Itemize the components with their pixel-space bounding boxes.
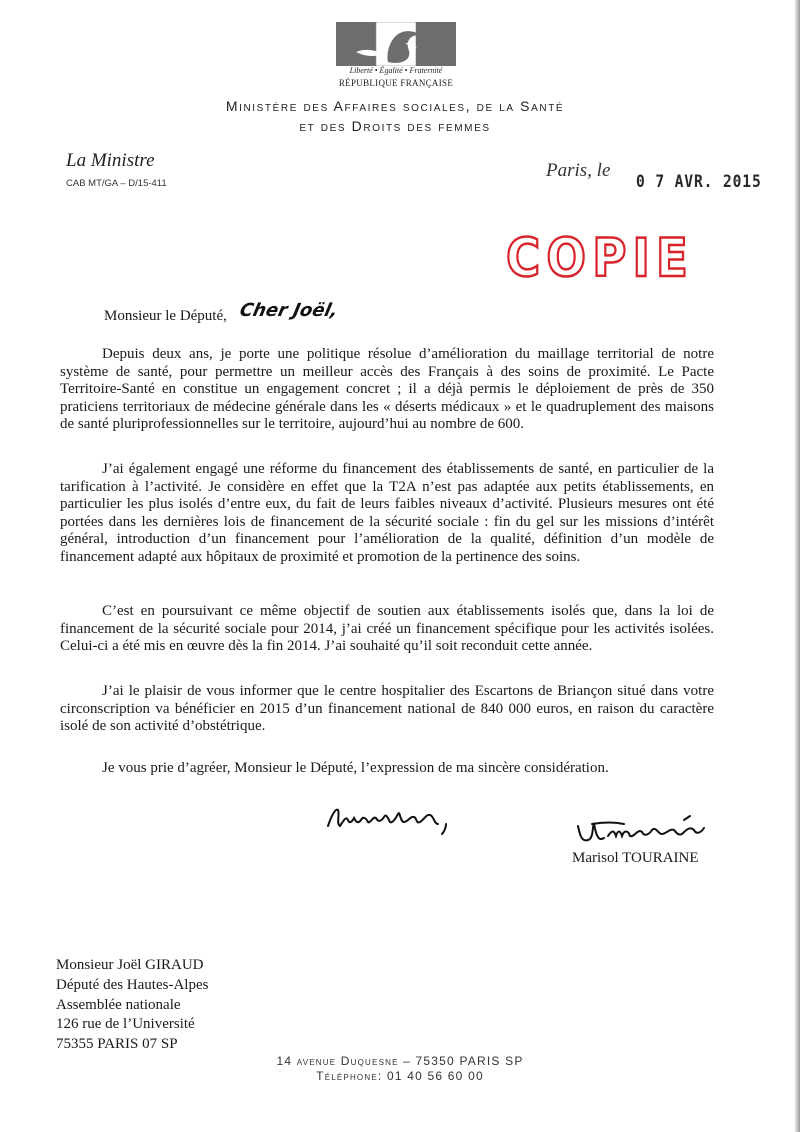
ministry-line-2: et des Droits des femmes	[299, 118, 491, 134]
recipient-address	[56, 956, 208, 1055]
recipient-line: 75355 PARIS 07 SP	[56, 1036, 178, 1053]
republic-name: RÉPUBLIQUE FRANÇAISE	[338, 78, 454, 88]
handwritten-closing-icon	[324, 800, 454, 841]
reference-number: CAB MT/GA – D/15-411	[66, 178, 167, 189]
copie-stamp: COPIE	[506, 228, 695, 289]
paragraph-text: J’ai également engagé une réforme du financement des établissements de santé, en particulier de la tarification à l’activité. Je considère en effet que la T2A n’est pas adaptée aux petits établissements, en particulier les plus isolés d’entre eux, du fait de leurs faibles niveaux d’activité. Plusieurs mesures ont été portées dans les dernières lois de financement de la sécurité sociale : fin du gel sur les missions d’intérêt général, introduction d’un financement pour l’amélioration de la qualité, définition d’un modèle de financement adapté aux hôpitaux de proximité et promotion de la pertinence des soins.	[60, 461, 714, 565]
paragraph-text: Je vous prie d’agréer, Monsieur le Député, l’expression de ma sincère considération.	[102, 760, 609, 776]
handwritten-salutation: Cher Joël,	[237, 300, 340, 321]
paragraph-text: J’ai le plaisir de vous informer que le centre hospitalier des Escartons de Briançon situé dans votre circonscription va bénéficier en 2015 d’un financement national de 840 000 euros, en raison du caractère isolé de son activité d’obstétrique.	[60, 683, 714, 735]
recipient-line: 126 rue de l’Université	[56, 1016, 195, 1033]
scan-edge	[794, 0, 800, 1132]
sender-title: La Ministre	[66, 150, 155, 171]
footer-phone: Téléphone: 01 40 56 60 00	[316, 1069, 484, 1083]
republic-motto: Liberté • Égalité • Fraternité	[349, 66, 443, 75]
paragraph-1	[60, 346, 714, 434]
recipient-line: Député des Hautes-Alpes	[56, 976, 209, 993]
paragraph-text: Depuis deux ans, je porte une politique résolue d’amélioration du maillage territorial de notre système de santé, pour permettre un meilleur accès des Français à des soins de proximité. Le Pacte Territoire-Santé en constitue un engagement concret ; il a déjà permis le déploiement de près de 350 praticiens territoriaux de médecine générale dans les « déserts médicaux » et le quadruplement des maisons de santé pluriprofessionnelles sur le territoire, aujourd’hui au nombre de 600.	[60, 346, 714, 433]
paragraph-text: C’est en poursuivant ce même objectif de soutien aux établissements isolés que, dans la loi de financement de la sécurité sociale pour 2014, j’ai créé un financement spécifique pour les activités isolées. Celui-ci a été mis en œuvre dès la fin 2014. J’ai souhaité qu’il soit reconduit cette année.	[60, 603, 714, 655]
signer-name: Marisol TOURAINE	[572, 850, 699, 866]
ministry-name	[150, 96, 640, 136]
ministry-line-1: Ministère des Affaires sociales, de la Santé	[225, 98, 565, 114]
footer	[150, 1054, 650, 1084]
paragraph-3	[60, 603, 714, 656]
recipient-line: Assemblée nationale	[56, 996, 181, 1013]
salutation: Monsieur le Député,	[104, 308, 227, 324]
footer-address: 14 avenue Duquesne – 75350 PARIS SP	[276, 1054, 524, 1068]
paragraph-5	[60, 760, 714, 778]
place-label: Paris, le	[546, 160, 611, 181]
paragraph-4	[60, 683, 714, 736]
recipient-line: Monsieur Joël GIRAUD	[56, 957, 204, 973]
date-stamp: 0 7 AVR. 2015	[636, 172, 762, 192]
paragraph-2	[60, 461, 714, 567]
signature-icon	[574, 812, 714, 853]
